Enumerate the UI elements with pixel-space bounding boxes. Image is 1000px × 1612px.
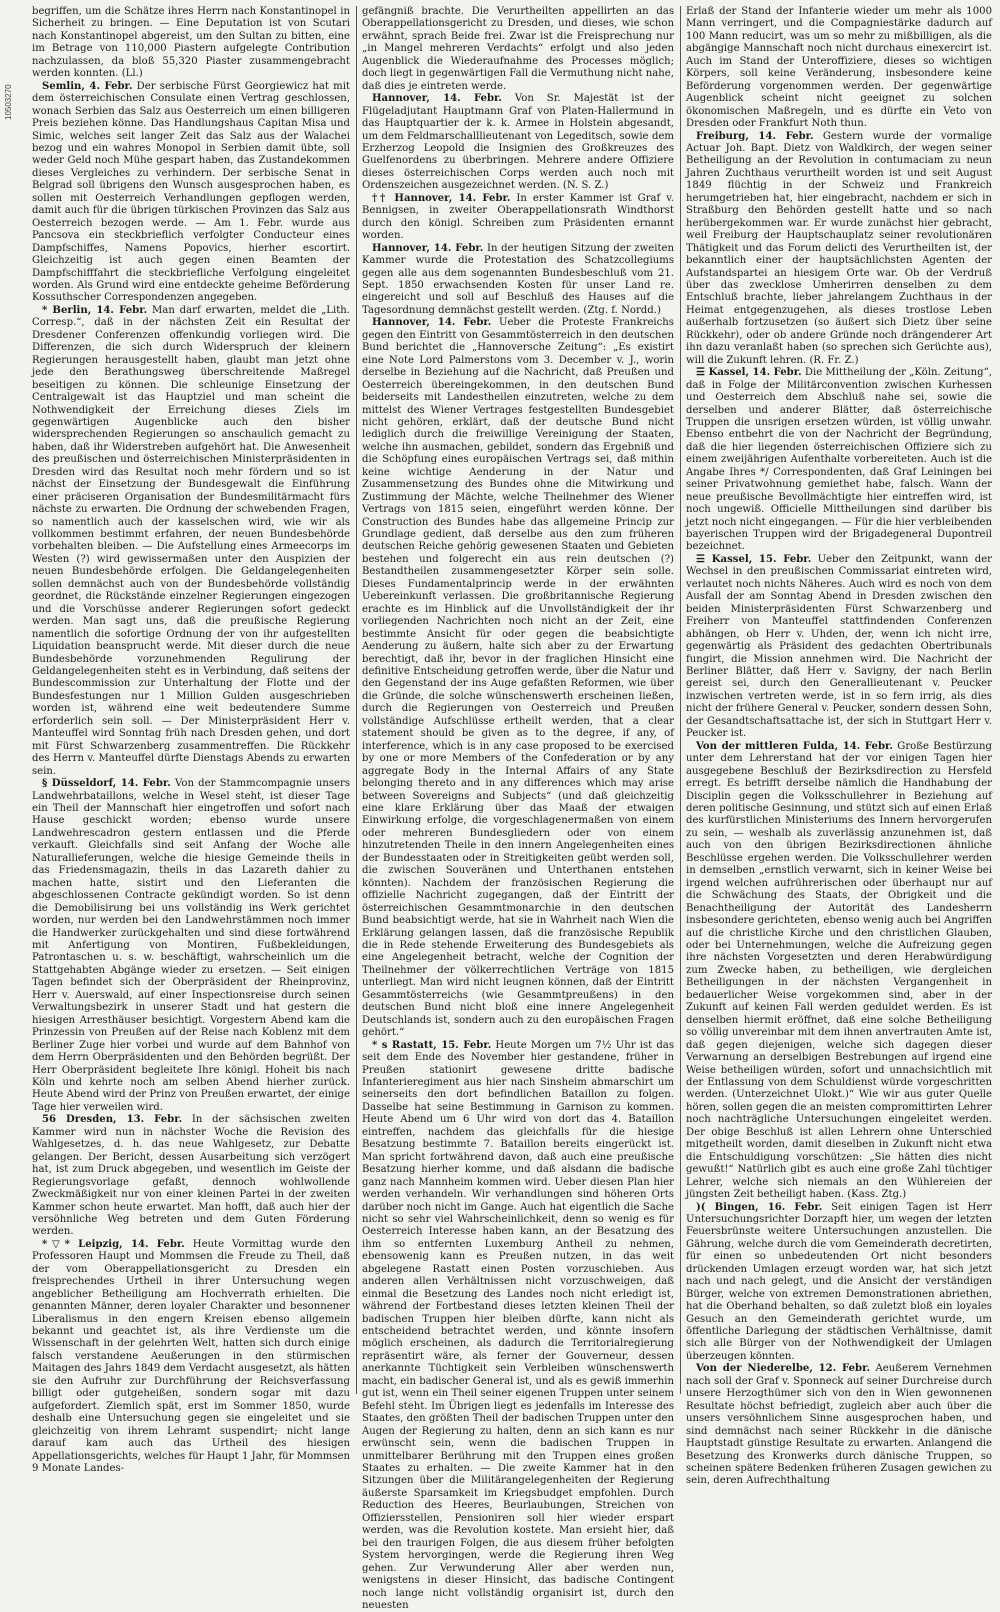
article-continuation: begriffen, um die Schätze ihres Herrn nach Konstantinopel in Sicherheit zu bringen. — Eine Deputation ist von Scutari nach Konstantinopel abgereist, um den Sultan zu bitten, eine im Betrage von 110,000 Piastern aufgelegte Contribution nachzulassen, da bloß 55,320 Piaster zusammengebracht werden konnten. (Ll.) [32, 6, 350, 80]
dateline: *▽* Leipzig, 14. Febr. [42, 1238, 185, 1250]
article-duesseldorf [32, 778, 350, 1114]
article-hannover [362, 93, 674, 193]
column-2 [362, 6, 674, 1611]
dateline: * Berlin, 14. Febr. [42, 304, 148, 316]
dateline: ☰ Kassel, 14. Febr. [696, 367, 802, 379]
article-dresden [32, 1114, 350, 1239]
dateline: Von der Niederelbe, 12. Febr. [696, 1363, 870, 1375]
dateline: Hannover, 14. Febr. [372, 317, 492, 329]
article-text: Aeußerem Vernehmen nach soll der Graf v. Sponneck auf seiner Durchreise durch unsere Herzogthümer sich von den in Wien gewonnenen Resultate höchst befriedigt, zugleich aber auch über die unsers versöhnlichem Sinne ausgesprochen haben, und sind demnächst nach seiner Rückkehr in die dänische Hauptstadt günstige Resultate zu erwarten. Anlangend die Besetzung des Kronwerks durch dänische Truppen, so scheinen spätere Bedenken früheren Zusagen gewichen zu sein, deren Aufrechthaltung [686, 1363, 992, 1487]
article-text: Ueber den Zeitpunkt, wann der Wechsel in den preußischen Commissariat eintreten wird, verlautet noch nichts Näheres. Auch wird es noch von dem Ausfall der am Sonntag Abend in Dresden zwischen den beiden Ministerpräsidenten Fürst Schwarzenberg und Freiherr von Manteuffel stattfindenden Conferenzen abhängen, ob Herr v. Uhden, der, wenn ich nicht irre, gegenwärtig als Präsident des gedachten Obertribunals fungirt, die Mission annehmen wird. Die Nachricht der Berliner Blätter, daß Herr v. Savigny, der nach Berlin gereist sei, durch den Generallieutenant v. Peucker inzwischen vertreten werde, ist in so fern irrig, als dies nicht der frühere General v. Peucker, sondern dessen Sohn, der Gesandtschaftsattache ist, der sich in Stuttgart Herr v. Peucker ist. [686, 553, 992, 740]
article-text: Von der Stammcompagnie unsers Landwehrbataillons, welche in Wesel steht, ist dieser Tage ein Theil der Mannschaft hier eingetroffen und sofort nach Hause geschickt worden; ebenso wurde unsere Landwehrescadron gestern entlassen und die Pferde verkauft. Gleichfalls sind seit Anfang der Woche alle Naturallieferungen, welche die hiesige Gemeinde theils in das Friedensmagazin, theils in das Lazareth dahier zu machen hatte, sistirt und den Lieferanten die abgeschlossenen Contracte gekündigt worden. So ist denn die Demobilisirung bei uns vollständig ins Werk gerichtet worden, nur werden bei den Landwehrstämmen noch immer die Handwerker zurückgehalten und sind diese fortwährend mit Anfertigung von Montiren, Fußbekleidungen, Patrontaschen u. s. w. beschäftigt, wahrscheinlich um die Stattgehabten Abgänge wieder zu ersetzen. — Seit einigen Tagen befindet sich der Oberpräsident der Rheinprovinz, Herr v. Auerswald, auf einer Inspectionsreise durch seinen Verwaltungsbezirk in unserer Stadt und hat gestern die hiesigen Arresthäuser besichtigt. Vorgestern Abend kam die Prinzessin von Preußen auf der Reise nach Koblenz mit dem Berliner Zuge hier vorbei und wurde auf dem Bahnhof von dem Herrn Oberpräsidenten und den Behörden begrüßt. Der Herr Oberpräsident begleitete Ihre königl. Hoheit bis nach Köln und kehrte noch am selben Abend hierher zurück. Heute Abend wird der Prinz von Preußen erwartet, der einige Tage hier verweilen wird. [32, 778, 351, 1113]
dateline: * s Rastatt, 15. Febr. [372, 1039, 492, 1051]
article-hannover [362, 193, 674, 243]
article-text: Von Sr. Majestät ist der Flügeladjutant Hauptmann Graf von Platen-Hallermund in das Hauptquartier der k. k. Armee in Holstein abgesandt, um dem Feldmarschalllieutenant von Legeditsch, sowie dem Erzherzog Leopold die Insignien des Großkreuzes des Guelfenordens zu überbringen. Mehrere andere Offiziere dieses österreichischen Corps werden auch noch mit Ordenszeichen ausgezeichnet werden. (N. S. Z.) [362, 93, 674, 192]
article-text: In erster Kammer ist Graf v. Bennigsen, in zweiter Oberappellationsrath Windthorst durch den königl. Schreiben zum Präsidenten ernannt worden. [362, 192, 674, 242]
dateline: Semlin, 4. Febr. [42, 80, 133, 92]
column-1 [32, 6, 351, 1475]
article-continuation: Erlaß der Stand der Infanterie wieder um mehr als 1000 Mann verringert, und die Compagniestärke dadurch auf 100 Mann reducirt, was um so mehr zu mißbilligen, als die abgängige Mannschaft noch nicht durchaus einexercirt ist. Auch im Stand der Unteroffiziere, dieses so wichtigen Körpers, soll keine Veränderung, insbesondere keine Beförderung vorgenommen werden. Der gegenwärtige Augenblick scheint nicht geeignet zu solchen ökonomischen Maßregeln, und es dürfte ein Veto von Dresden oder Frankfurt Noth thun. [686, 6, 992, 130]
article-niederelbe [686, 1363, 992, 1488]
article-freiburg [686, 131, 992, 368]
article-text: Heute Morgen um 7½ Uhr ist das seit dem Ende des November hier gestandene, früher in Preußen stationirt gewesene dritte badische Infanterieregiment aus hier nach Sinsheim abmarschirt um seinerseits den dort befindlichen Bataillon zu folgen. Dasselbe hat seine Bestimmung in Garnison zu kommen. Heute Abend um 6 Uhr wird von dort das 4. Bataillon eintreffen, nachdem das gleichfalls für die hiesige Besatzung bestimmte 7. Bataillon bereits eingerückt ist. Man spricht fortwährend davon, daß auch eine preußische Besatzung hierher komme, und daß alsdann die badische ganz nach Mannheim kommen wird. Ueber diesen Plan hier werden verhandeln. Wir verhandlungen sind höheren Orts darüber noch nicht im Gange. Auch hat eigentlich die Sache nicht so sehr viel Wahrscheinlichkeit, denn so wenig es für Oesterreich Interesse haben kann, an der Besatzung des ihm so entfernten Luxemburg Antheil zu nehmen, ebensowenig kann es Preußen nutzen, in das weit abgelegene Rastatt einen Posten vorzuschieben. Aus anderen allen Verhältnissen nicht vorzuschweigen, daß einmal die Besetzung des Landes noch nicht erledigt ist, während der Fortbestand dieses letzten kleinen Theil der badischen Truppen hier bleiben dürfte, kann nicht als entscheidend betrachtet werden, und könnte insofern möglich erscheinen, als dadurch die Territorialregierung repräsentirt wäre, als ferner der Gouverneur, dessen anerkannte Tüchtigkeit sein Verbleiben wünschenswerth macht, ein badischer General ist, und als es gewiß immerhin gut ist, wenn ein Theil seiner eigenen Truppen unter seinem Befehl steht. Im Übrigen liegt es jedenfalls im Interesse des Staates, den größten Theil der badischen Truppen unter den Augen der Regierung zu halten, denn an sich kann es nur erwünscht sein, wenn die badischen Truppen in unmittelbarer Berührung mit den Truppen eines großen Staates zu erhalten. — Die zweite Kammer hat in den Sitzungen über die Militärangelegenheiten der Regierung äußerste Sparsamkeit im Kriegsbudget empfohlen. Durch Reduction des Heeres, Beurlaubungen, Streichen von Offiziersstellen, Pensioniren soll hier wieder erspart werden, was die Revolution kostete. Man ersieht hier, daß bei den traurigen Folgen, die aus diesem früher befolgten System hervorgingen, werde die Regierung ihren Weg gehen. Zur Verwunderung Aller aber werden nun, wenigstens in dieser Hinsicht, das badische Contingent noch lange nicht vollständig organisirt ist, durch den neuesten [362, 1039, 674, 1611]
column-3 [686, 6, 993, 1487]
article-semlin [32, 81, 350, 305]
article-text: In der heutigen Sitzung der zweiten Kammer wurde die Protestation des Schatzcollegiums gegen alle aus dem sogenannten Bundesbeschluß vom 21. Sept. 1850 erwachsenden Kosten für unser Land re. eingereicht und soll auf Beschluß des Hauses auf die Tagesordnung demnächst gestellt werden. (Ztg. f. Nordd.) [362, 242, 674, 316]
dateline: Hannover, 14. Febr. [372, 242, 484, 254]
article-hannover [362, 317, 674, 1039]
article-text: Man darf erwarten, meldet die „Lith. Corresp.“, daß in der nächsten Zeit ein Resultat der Dresdener Conferenzen offenkundig vorliegen wird. Die Differenzen, die sich durch Widerspruch der kleinern Regierungen herausgestellt haben, glaubt man jetzt ohne jede den Berathungsweg überschreitende Maßregel beseitigen zu können. Die schleunige Einsetzung der Centralgewalt ist das Hauptziel und man scheint die Nothwendigkeit der Erreichung dieses Ziels im gegenwärtigen Augenblicke auch den bisher widersprechenden Regierungen so anschaulich gemacht zu haben, daß ihr Widerstreben aufgehört hat. Die Anwesenheit des preußischen und österreichischen Ministerpräsidenten in Dresden wird das Resultat noch mehr fördern und so ist nächst der Einsetzung der Bundesgewalt die Einführung einer präciseren Organisation der Bundesmilitärmacht fürs nächste zu erwarten. Die Ordnung der schwebenden Fragen, so namentlich auch der kasselschen wird, wie wir als vollkommen bestimmt erfahren, der neuen Bundesbehörde vorbehalten bleiben. — Die Aufstellung eines Armeecorps im Westen (?) wird gewissermaßen unter den Auspizien der neuen Bundesbehörde erfolgen. Die Geldangelegenheiten sollen demnächst auch von der Bundesbehörde vollständig geordnet, die Rückstände einzelner Regierungen eingezogen und die Vorschüsse anderer Regierungen sofort gedeckt werden. Man sagt uns, daß die preußische Regierung namentlich die sofortige Ordnung der von ihr aufgestellten Liquidation beansprucht werde. Mit dieser durch die neue Bundesbehörde vorzunehmenden Regulirung der Geldangelegenheiten steht es in Verbindung, daß seitens der Bundescommission zur Unterhaltung der Flotte und der Bundesfestungen nur 1 Million Gulden ausgeschrieben worden ist, während eine weit bedeutendere Summe erforderlich sein soll. — Der Ministerpräsident Herr v. Manteuffel wird Sonntag früh nach Dresden gehen, und dort mit Fürst Schwarzenberg zusammentreffen. Die Rückkehr des Herrn v. Manteuffel dürfte Dienstags Abends zu erwarten sein. [32, 304, 350, 777]
article-text: Gestern wurde der vormalige Actuar Joh. Bapt. Dietz von Waldkirch, der wegen seiner Betheiligung an der Revolution in contumaciam zu neun Jahren Zuchthaus verurtheilt worden ist und seit August 1849 flüchtig in der Schweiz und Frankreich herumgetrieben hat, hier eingebracht, nachdem er sich in Straßburg den Behörden gestellt hatte und so nach herübergekommen war. Er wurde zunächst hier gebracht, weil Freiburg der Hauptschauplatz seiner revolutionären Thätigkeit und das Forum delicti des Verurtheilten ist, der bekanntlich einer der hauptsächlichsten Agenten der Aufstandspartei an hiesigem Orte war. Ob der Verdruß über das zwecklose Umherirren denselben zu dem Entschluß brachte, lieber jahrelangem Zuchthaus in der Heimat entgegenzugehen, als dieses trostlose Leben außerhalb fortzusetzen (so äußert sich Dietz über seine Rückkehr), oder ob andere Gründe noch drängenderer Art ihn dazu veranlaßt haben (so sprechen sich Gerüchte aus), will die Zukunft lehren. (R. Fr. Z.) [686, 130, 992, 366]
column-rule [680, 6, 681, 1394]
column-rule [356, 6, 357, 1394]
article-kassel [686, 367, 992, 554]
dateline: Freiburg, 14. Febr. [696, 130, 814, 142]
article-text: Seit einigen Tagen ist Herr Untersuchungsrichter Dorzapft hier, um wegen der letzten Feuersbrünste weitere Untersuchungen anzustellen. Die Gährung, welche durch die vom Gemeinderath decretirten, für einen so unbedeutenden Ort nicht besonders drückenden Umlagen erzeugt worden war, hat sich jetzt nach und nach gelegt, und die Ansicht der verständigen Bürger, welche von extremen Demonstrationen abriethen, hat die Oberhand behalten, so daß zuletzt bloß ein loyales Gesuch an den Gemeinderath gerichtet wurde, um öffentliche Darlegung der städtischen Verhältnisse, damit sich alle Bürger von der Nothwendigkeit der Umlagen überzeugen könnten. [686, 1201, 992, 1362]
article-continuation: gefängniß brachte. Die Verurtheilten appellirten an das Oberappellationsgericht zu Dresden, und dieses, wie schon erwähnt, sprach Beide frei. Zwar ist die Freisprechung nur „in Mangel mehreren Verdachts“ erfolgt und also jeden Augenblick die Wiederaufnahme des Processes möglich; doch liegt in gegenwärtigen Fall die Vermuthung nicht nahe, daß dies je eintreten werde. [362, 6, 674, 92]
dateline: 56 Dresden, 13. Febr. [42, 1114, 183, 1126]
article-text: Heute Vormittag wurde den Professoren Haupt und Mommsen die Freude zu Theil, daß der vom Oberappellationsgericht zu Dresden ein freisprechendes Urtheil in ihrer Untersuchung wegen angeblicher Betheiligung am Hochverrath erhielten. Die genannten Männer, deren loyaler Charakter und besonnener Liberalismus in den engern Kreisen ebenso allgemein bekannt und geachtet ist, als ihre Verdienste um die Wissenschaft in der gelehrten Welt, hatten sich durch einige falsch verstandene Aeußerungen in den stürmischen Maitagen des Jahrs 1849 dem Verdacht ausgesetzt, als hätten sie den Aufruhr zur Durchführung der Reichsverfassung billigt oder gutgeheißen, sondern sogar mit dazu aufgefordert. Ziemlich spät, erst im Sommer 1850, wurde deshalb eine Untersuchung gegen sie eingeleitet und sie gleichzeitig von ihrem Lehramt suspendirt; nicht lange darauf kam auch das Urtheil des hiesigen Appellationsgerichts, welches für Haupt 1 Jahr, für Mommsen 9 Monate Landes- [32, 1238, 350, 1475]
dateline: †† Hannover, 14. Febr. [372, 192, 511, 204]
article-text: In der sächsischen zweiten Kammer wird nun in nächster Woche die Revision des Wahlgesetzes, d. h. das neue Wahlgesetz, zur Debatte gelangen. Der Bericht, dessen Ausarbeitung sich verzögert hat, ist zum Druck abgegeben, und wesentlich im Geiste der Regierungsvorlage gefaßt, dennoch wohlwollende Zweckmäßigkeit nur von einer kleinen Partei in der zweiten Kammer schon heute erwartet. Man hofft, daß auch hier der versöhnliche Weg betreten und dem Guten Förderung werden. [32, 1114, 350, 1238]
article-text: Ueber die Proteste Frankreichs gegen den Eintritt von Gesammtösterreich in den deutschen Bund berichtet die „Hannoversche Zeitung“: „Es existirt eine Note Lord Palmerstons vom 3. December v. J., worin derselbe in Beziehung auf die Nachricht, daß Preußen und Oesterreich übereingekommen, in den deutschen Bund beiderseits mit Landestheilen einzutreten, welche zu dem mittelst des Wiener Vertrages festgestellten Bundesgebiet nicht gehören, erklärt, daß der deutsche Bund nicht lediglich durch die freiwillige Vereinigung der Staaten, welche ihn ausmachen, gebildet, sondern das Ergebniß und die Schöpfung eines europäischen Vertrags sei, daß mithin keine wichtige Aenderung in der Natur und Zusammensetzung des Bundes ohne die Mitwirkung und Zustimmung der Mächte, welche Theilnehmer des Wiener Vertrags von 1815 seien, eingeführt werden könne. Der Construction des Bundes habe das allgemeine Princip zur Grundlage gedient, daß derselbe aus den zum früheren deutschen Reiche gehörig gewesenen Staaten und Gebieten bestehen und folgerecht ein aus rein deutschen (?) Bestandtheilen zusammengesetzter Körper sein solle. Dieses Fundamentalprincip werde in der erwähnten Uebereinkunft verlassen. Die großbritannische Regierung erachte es im Hinblick auf die Unvollständigkeit der ihr vorliegenden Nachrichten noch nicht an der Zeit, eine bestimmte Ansicht für oder gegen die beabsichtigte Aenderung zu äußern, halte sich aber zu der Erwartung berechtigt, daß ihr, bevor in der fraglichen Hinsicht eine definitive Entscheidung getroffen werde, über die Natur und den Gegenstand der ins Auge gefaßten Reformen, wie über die Gründe, die solche wünschenswerth erscheinen ließen, durch die Regierungen von Oesterreich und Preußen vollständige Aufschlüsse ertheilt werden, that a clear statement should be given as to the degree, if any, of interference, which is in any case proposed to be exercised by one or more Members of the Confederation or by any aggregate Body in the Internal Affairs of any State belonging thereto and in any differences which may arise between Sovereigns and Subjects“ (und daß gleichzeitig eine klare Erklärung über das Maaß der etwaigen Einwirkung erfolge, die vorgeschlagenermaßen von einem oder mehreren Bundesgliedern oder von einem hinzutretenden Theile in den innern Angelegenheiten eines der Bundesstaaten oder in Streitigkeiten geübt werden soll, die zwischen Souveränen und Unterthanen entstehen könnten). Nachdem der französischen Regierung die offizielle Nachricht zugegangen, daß der Eintritt der österreichischen Gesammtmonarchie in den deutschen Bund beabsichtigt werde, hat sie in Wahrheit nach Wien die Erklärung gelangen lassen, daß die französische Republik die in Rede stehende Erweiterung des Bundesgebiets als eine Angelegenheit betracht, welche der Cognition der Theilnehmer der völkerrechtlichen Verträge von 1815 unterliegt. Man wird nicht leugnen können, daß der Eintritt Gesammtösterreichs (wie Gesammtpreußens) in den deutschen Bund nicht bloß eine innere Angelegenheit Deutschlands ist, sondern auch zu den europäischen Fragen gehört.“ [362, 317, 674, 1039]
article-leipzig [32, 1239, 350, 1476]
article-hannover [362, 243, 674, 318]
article-text: Der serbische Fürst Georgiewicz hat mit dem österreichischen Consulate einen Vertrag geschlossen, wonach Serbien das Salz aus Oesterreich um einen billigeren Preis beziehen könne. Das Handlungshaus Capitan Misa und Simic, welches seit langer Zeit das Salz aus der Walachei bezog und ein wahres Monopol in Serbien damit übte, soll weder Geld noch Mühe gespart haben, das Zustandekommen dieses Vergleiches zu verhindern. Der serbische Senat in Belgrad soll übrigens den Wunsch ausgesprochen haben, es sollen mit Oesterreich Verhandlungen gepflogen werden, damit auch für die übrigen türkischen Provinzen das Salz aus Oesterreich bezogen werde. — Am 1. Febr. wurde aus Pancsova ein steckbrieflich verfolgter Conducteur eines Dampfschiffes, Namens Popovics, hierher escortirt. Gleichzeitig ist auch gegen einen Beamten der Dampfschifffahrt die steckbriefliche Verfolgung eingeleitet worden. Als Grund wird eine entdeckte geheime Beförderung Kossuthscher Correspondenzen angegeben. [32, 80, 350, 304]
article-fulda [686, 741, 992, 1202]
dateline: § Düsseldorf, 14. Febr. [42, 778, 171, 790]
article-text: Große Bestürzung unter dem Lehrerstand hat der vor einigen Tagen hier ausgegebene Beschluß der Bezirksdirection zu Hersfeld erregt. Es betrifft derselbe nämlich die Handhabung der Disciplin gegen die Volksschullehrer in Beziehung auf deren politische Gesinnung, und stützt sich auf einen Erlaß des kurfürstlichen Ministeriums des Innern hervorgerufen zu sein, — weshalb als zuverlässig anzunehmen ist, daß auch von den übrigen Bezirksdirectionen ähnliche Beschlüsse ergehen werden. Die Volksschullehrer werden in demselben „ernstlich verwarnt, sich in keiner Weise bei irgend welchen aufrührerischen oder überhaupt nur auf die Schwächung des Staats, der Obrigkeit und die Benachtheiligung der Autorität des Landesherrn insbesondere gerichteten, ebenso wenig auch bei Angriffen auf die christliche Kirche und den christlichen Glauben, oder bei Unternehmungen, welche die Aufreizung gegen ihre nächsten Vorgesetzten und deren Herabwürdigung zum Zwecke haben, zu betheiligen, wie dergleichen Betheiligungen in der nächsten Vergangenheit in bedauerlicher Weise vorgekommen sind, aber in der Zukunft auf keinen Fall werden geduldet werden. Es ist denselben hiermit eröffnet, daß eine solche Betheiligung so völlig unvereinbar mit dem ihnen anvertrauten Amte ist, daß gegen diejenigen, welche sich dagegen dieser Verwarnung an derselbigen Bestrebungen auf irgend eine Weise betheiligen würden, sofort und unnachsichtlich mit der Entlassung von dem Schuldienst würde vorgeschritten werden. (Unterzeichnet Ulokt.)“ Wie wir aus guter Quelle hören, sollen gegen die an meisten compromittirten Lehrer noch nachträgliche Untersuchungen eingeleitet werden. Der obige Beschluß ist allen Lehrern ohne Unterschied mitgetheilt worden, damit dieselben in Zukunft nicht etwa die Entschuldigung vorschützen: „Sie hätten dies nicht gewußt!“ Natürlich gibt es auch eine große Zahl tüchtiger Lehrer, welche sich niemals an den Wühlereien der jüngsten Zeit betheiligt haben. (Kass. Ztg.) [686, 740, 992, 1201]
article-kassel [686, 554, 992, 741]
page-id: 10503270 [4, 84, 13, 120]
dateline: Von der mittleren Fulda, 14. Febr. [696, 740, 893, 752]
article-berlin [32, 305, 350, 778]
article-bingen [686, 1202, 992, 1364]
article-text: Die Mittheilung der „Köln. Zeitung“, daß in Folge der Militärconvention zwischen Kurhessen und Oesterreich dem Abschluß nahe sei, sowie die derselben und anderer Blätter, daß österreichische Truppen die unsrigen ersetzen würden, ist völlig unwahr. Ebenso entbehrt die von der Nachricht der Begründung, daß die hier liegenden österreichischen Offiziere sich zu einem zweijährigen Aufenthalte vorbereiteten. Auch ist die Angabe Ihres */ Correspondenten, daß Graf Leiningen bei seiner Privatwohnung gemiethet habe, falsch. Wann der neue preußische Bevollmächtigte hier eintreffen wird, ist noch ungewiß. Officielle Mittheilungen sind darüber bis jetzt noch nicht eingegangen. — Für die hier verbleibenden bayerischen Truppen wird der Brigadegeneral Dupontreil bezeichnet. [686, 367, 993, 553]
dateline: Hannover, 14. Febr. [372, 93, 502, 105]
dateline: ☰ Kassel, 15. Febr. [696, 553, 812, 565]
dateline: )( Bingen, 16. Febr. [696, 1201, 823, 1213]
article-rastatt [362, 1040, 674, 1612]
